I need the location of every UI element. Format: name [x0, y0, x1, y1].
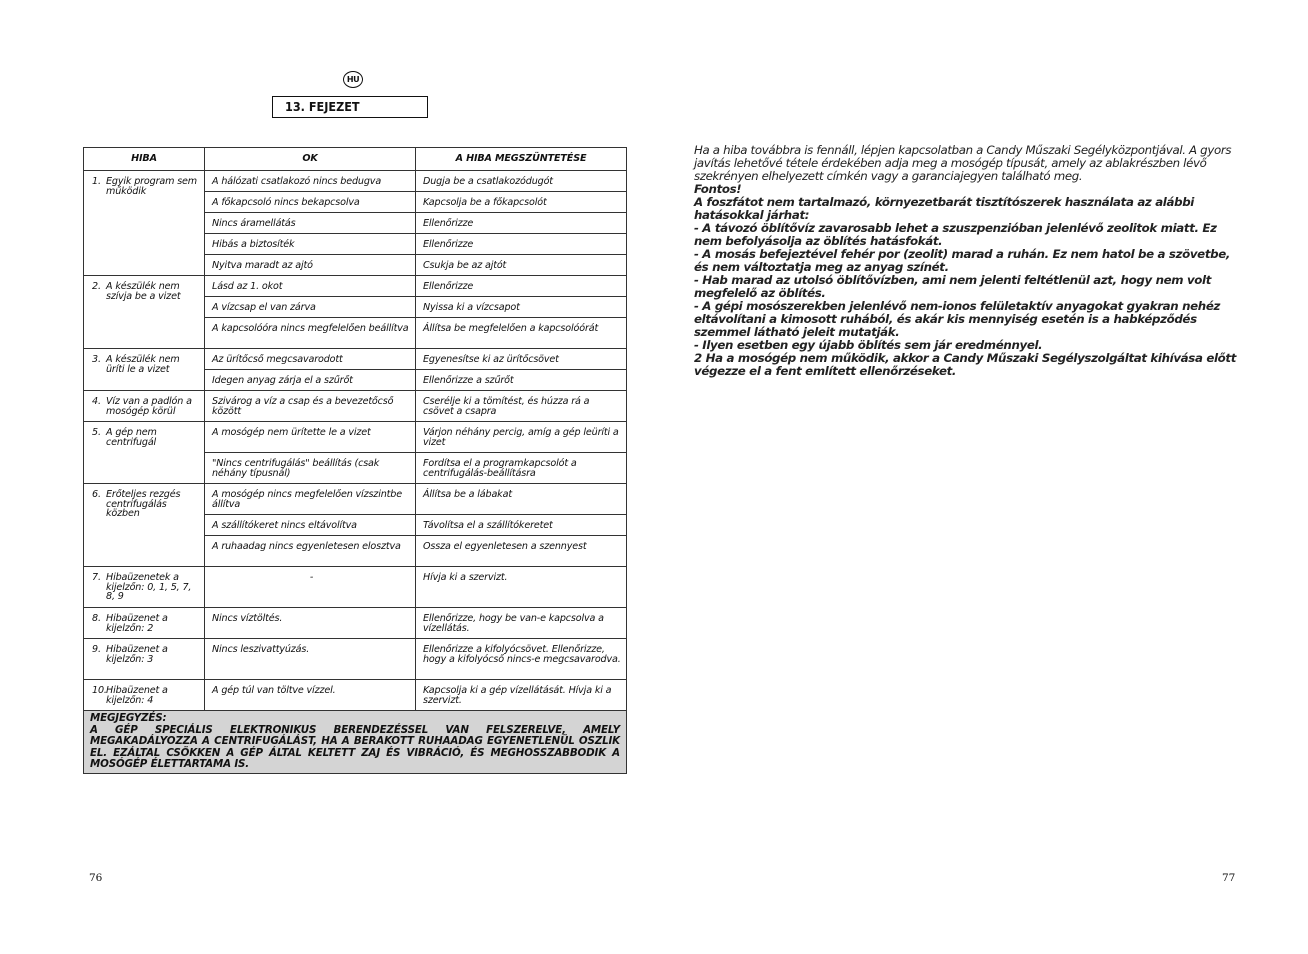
- remedy-cell: Ellenőrizze a kifolyócsövet. Ellenőrizze, hogy a kifolyócső nincs-e megcsavarodva.: [416, 639, 627, 680]
- fault-number: 2.: [92, 281, 101, 292]
- fault-number: 9.: [92, 644, 101, 655]
- fault-cell: [84, 680, 205, 711]
- important-point: - Hab marad az utolsó öblítővízben, ami nem jelenti feltétlenül azt, hogy nem volt megfelelő az öblítés.: [694, 273, 1212, 300]
- fault-cell: [84, 171, 205, 276]
- cause-cell: "Nincs centrifugálás" beállítás (csak néhány típusnál): [205, 453, 416, 484]
- note-title: MEGJEGYZÉS:: [90, 712, 167, 724]
- remedy-cell: Kapcsolja be a főkapcsolót: [416, 192, 627, 213]
- remedy-cell: Nyissa ki a vízcsapot: [416, 297, 627, 318]
- remedy-cell: Állítsa be megfelelően a kapcsolóórát: [416, 318, 627, 349]
- fault-text: Hibaüzenet a kijelzőn: 3: [106, 644, 168, 665]
- cause-cell: A mosógép nem ürítette le a vizet: [205, 422, 416, 453]
- fault-text: Hibaüzenet a kijelzőn: 4: [106, 685, 168, 706]
- table-row: [84, 422, 627, 453]
- important-lead: A foszfátot nem tartalmazó, környezetbarát tisztítószerek használata az alábbi hatásokkal járhat:: [694, 195, 1194, 222]
- cause-cell: A ruhaadag nincs egyenletesen elosztva: [205, 536, 416, 567]
- hu-language-badge: HU: [343, 71, 363, 88]
- fault-number: 8.: [92, 613, 101, 624]
- remedy-cell: Ellenőrizze a szűrőt: [416, 370, 627, 391]
- important-point: - A távozó öblítővíz zavarosabb lehet a szuszpenzióban jelenlévő zeolitok miatt. Ez nem befolyásolja az öblítés hatásfokát.: [694, 221, 1217, 248]
- table-row: [84, 484, 627, 515]
- cause-cell: A mosógép nincs megfelelően vízszintbe állítva: [205, 484, 416, 515]
- important-point: - A mosás befejeztével fehér por (zeolit) marad a ruhán. Ez nem hatol be a szövetbe, és nem változtatja meg az anyag színét.: [694, 247, 1231, 274]
- remedy-cell: Kapcsolja ki a gép vízellátását. Hívja ki a szervizt.: [416, 680, 627, 711]
- fault-text: A készülék nem üríti le a vizet: [106, 354, 180, 375]
- note-text: A GÉP SPECIÁLIS ELEKTRONIKUS BERENDEZÉSSEL VAN FELSZERELVE, AMELY MEGAKADÁLYOZZA A CENTRIFUGÁLÁST, HA A BERAKOTT RUHAADAG EGYENETLENÜL OSZLIK EL. EZÁLTAL CSÖKKEN A GÉP ÁLTAL KELTETT ZAJ ÉS VIBRÁCIÓ, ÉS MEGHOSSZABBODIK A MOSÓGÉP ÉLETTARTAMA IS.: [90, 723, 620, 770]
- cause-cell: A vízcsap el van zárva: [205, 297, 416, 318]
- remedy-cell: Dugja be a csatlakozódugót: [416, 171, 627, 192]
- fault-cell: [84, 276, 205, 349]
- fault-cell: [84, 639, 205, 680]
- table-header-row: [84, 148, 627, 171]
- important-point: - Ilyen esetben egy újabb öblítés sem jár eredménnyel.: [694, 338, 1043, 352]
- fault-number: 4.: [92, 396, 101, 407]
- fault-number: 5.: [92, 427, 101, 438]
- remedy-cell: Ossza el egyenletesen a szennyest: [416, 536, 627, 567]
- remedy-cell: Hívja ki a szervizt.: [416, 567, 627, 608]
- remedy-cell: Ellenőrizze: [416, 213, 627, 234]
- remedy-cell: Csukja be az ajtót: [416, 255, 627, 276]
- fault-text: Egyik program sem működik: [106, 176, 198, 197]
- note-row: [84, 711, 627, 774]
- table-row: [84, 639, 627, 680]
- fault-number: 1.: [92, 176, 101, 187]
- fault-text: Hibaüzenet a kijelzőn: 2: [106, 613, 168, 634]
- fault-number: 7.: [92, 572, 101, 583]
- fault-text: Víz van a padlón a mosógép körül: [106, 396, 192, 417]
- fault-cell: [84, 391, 205, 422]
- cause-cell: Nyitva maradt az ajtó: [205, 255, 416, 276]
- cause-cell: A főkapcsoló nincs bekapcsolva: [205, 192, 416, 213]
- fault-text: Erőteljes rezgés centrifugálás közben: [106, 489, 181, 520]
- table-row: [84, 608, 627, 639]
- fault-number: 6.: [92, 489, 101, 500]
- fault-text: A készülék nem szívja be a vizet: [106, 281, 181, 302]
- remedy-cell: Cserélje ki a tömítést, és húzza rá a csövet a csapra: [416, 391, 627, 422]
- cause-cell: A gép túl van töltve vízzel.: [205, 680, 416, 711]
- table-row: [84, 680, 627, 711]
- fault-number: 10.: [92, 685, 107, 696]
- note-cell: [84, 711, 627, 774]
- fault-text: A gép nem centrifugál: [106, 427, 157, 448]
- cause-cell: A szállítókeret nincs eltávolítva: [205, 515, 416, 536]
- cause-cell: Az ürítőcső megcsavarodott: [205, 349, 416, 370]
- cause-cell: Szivárog a víz a csap és a bevezetőcső között: [205, 391, 416, 422]
- remedy-cell: Fordítsa el a programkapcsolót a centrifugálás-beállításra: [416, 453, 627, 484]
- table-row: [84, 171, 627, 192]
- col-header-fix: A HIBA MEGSZÜNTETÉSE: [416, 148, 627, 171]
- fault-cell: [84, 608, 205, 639]
- intro-paragraph: Ha a hiba továbbra is fennáll, lépjen kapcsolatban a Candy Műszaki Segélyközpontjával. A gyors javítás lehetővé tétele érdekében adja meg a mosógép típusát, amely az ablakrészben lévő szekrényen elhelyezett címkén vagy a garanciajegyen található meg.: [694, 143, 1232, 183]
- col-header-ok: OK: [205, 148, 416, 171]
- table-row: [84, 276, 627, 297]
- col-header-hiba: HIBA: [84, 148, 205, 171]
- remedy-cell: Várjon néhány percig, amíg a gép leüríti a vizet: [416, 422, 627, 453]
- remedy-cell: Ellenőrizze, hogy be van-e kapcsolva a vízellátás.: [416, 608, 627, 639]
- remedy-cell: Távolítsa el a szállítókeretet: [416, 515, 627, 536]
- remedy-cell: Ellenőrizze: [416, 234, 627, 255]
- cause-cell: -: [205, 567, 416, 608]
- fault-cell: [84, 484, 205, 567]
- page-number-left: 76: [89, 872, 103, 884]
- cause-cell: Nincs áramellátás: [205, 213, 416, 234]
- fault-text: Hibaüzenetek a kijelzőn: 0, 1, 5, 7, 8, 9: [106, 572, 192, 603]
- table-row: [84, 349, 627, 370]
- chapter-title: 13. FEJEZET: [272, 96, 428, 118]
- cause-cell: Nincs víztöltés.: [205, 608, 416, 639]
- remedy-cell: Ellenőrizze: [416, 276, 627, 297]
- troubleshooting-table: [83, 147, 627, 774]
- cause-cell: A hálózati csatlakozó nincs bedugva: [205, 171, 416, 192]
- remedy-cell: Egyenesítse ki az ürítőcsövet: [416, 349, 627, 370]
- table-row: [84, 567, 627, 608]
- cause-cell: Idegen anyag zárja el a szűrőt: [205, 370, 416, 391]
- fault-number: 3.: [92, 354, 101, 365]
- right-column-text: [694, 144, 1242, 378]
- page-number-right: 77: [1222, 872, 1236, 884]
- cause-cell: Lásd az 1. okot: [205, 276, 416, 297]
- cause-cell: A kapcsolóóra nincs megfelelően beállítva: [205, 318, 416, 349]
- important-point: - A gépi mosószerekben jelenlévő nem-ionos felületaktív anyagokat gyakran nehéz eltávolítani a kimosott ruhából, és akár kis mennyiség esetén is a habképződés szemmel látható jeleit mutatják.: [694, 299, 1221, 339]
- cause-cell: Nincs leszivattyúzás.: [205, 639, 416, 680]
- important-title: Fontos!: [694, 182, 742, 196]
- table-row: [84, 391, 627, 422]
- important-point: 2 Ha a mosógép nem működik, akkor a Candy Műszaki Segélyszolgáltat kihívása előtt végezze el a fent említett ellenőrzéseket.: [694, 351, 1237, 378]
- fault-cell: [84, 567, 205, 608]
- remedy-cell: Állítsa be a lábakat: [416, 484, 627, 515]
- cause-cell: Hibás a biztosíték: [205, 234, 416, 255]
- fault-cell: [84, 422, 205, 484]
- fault-cell: [84, 349, 205, 391]
